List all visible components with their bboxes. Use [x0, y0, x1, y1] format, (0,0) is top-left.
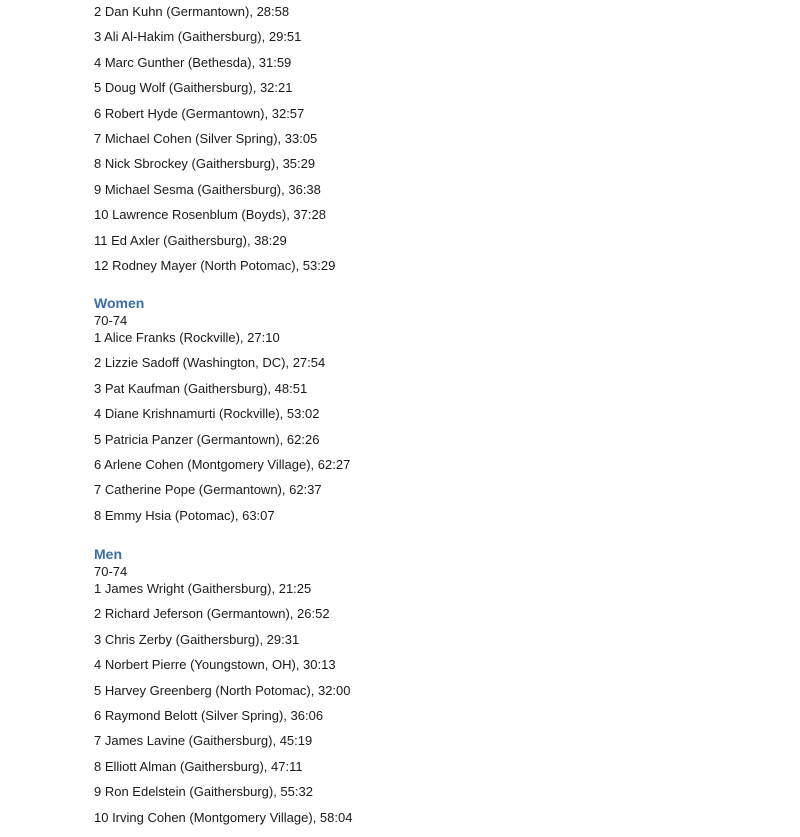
result-entry: 6 Raymond Belott (Silver Spring), 36:06: [94, 707, 324, 723]
result-entry: 2 Richard Jeferson (Germantown), 26:52: [94, 606, 330, 622]
result-entry: 10 Lawrence Rosenblum (Boyds), 37:28: [94, 207, 326, 223]
section-heading-women: Women: [94, 295, 145, 311]
result-entry: 1 Alice Franks (Rockville), 27:10: [94, 330, 280, 345]
result-entry: 6 Robert Hyde (Germantown), 32:57: [94, 105, 305, 121]
result-entry: 10 Irving Cohen (Montgomery Village), 58:04: [94, 809, 353, 825]
result-entry: 1 James Wright (Gaithersburg), 21:25: [94, 581, 312, 596]
result-entry: 9 Michael Sesma (Gaithersburg), 36:38: [94, 181, 321, 197]
age-group-label: 70-74: [94, 313, 128, 328]
previous-results-list: [94, 3, 744, 282]
result-entry: 7 James Lavine (Gaithersburg), 45:19: [94, 733, 313, 749]
result-entry: 3 Chris Zerby (Gaithersburg), 29:31: [94, 631, 300, 647]
section-heading-men: Men: [94, 546, 122, 562]
result-entry: 4 Diane Krishnamurti (Rockville), 53:02: [94, 406, 320, 422]
result-entry: 5 Doug Wolf (Gaithersburg), 32:21: [94, 80, 293, 96]
result-entry: 4 Marc Gunther (Bethesda), 31:59: [94, 54, 292, 70]
result-entry: 7 Michael Cohen (Silver Spring), 33:05: [94, 130, 318, 146]
result-entry: 5 Patricia Panzer (Germantown), 62:26: [94, 431, 320, 447]
result-entry: 9 Ron Edelstein (Gaithersburg), 55:32: [94, 784, 313, 800]
result-entry: 5 Harvey Greenberg (North Potomac), 32:00: [94, 682, 351, 698]
result-entry: 2 Lizzie Sadoff (Washington, DC), 27:54: [94, 355, 326, 371]
result-entry: 12 Rodney Mayer (North Potomac), 53:29: [94, 257, 336, 273]
result-entry: 4 Norbert Pierre (Youngstown, OH), 30:13: [94, 657, 336, 673]
result-entry: 3 Pat Kaufman (Gaithersburg), 48:51: [94, 380, 308, 396]
result-entry: 2 Dan Kuhn (Germantown), 28:58: [94, 4, 290, 19]
women-section: [94, 295, 744, 532]
result-entry: 8 Emmy Hsia (Potomac), 63:07: [94, 507, 275, 523]
result-entry: 7 Catherine Pope (Germantown), 62:37: [94, 482, 322, 498]
result-entry: 11 Ed Axler (Gaithersburg), 38:29: [94, 232, 287, 248]
result-entry: 8 Elliott Alman (Gaithersburg), 47:11: [94, 758, 303, 774]
result-entry: 8 Nick Sbrockey (Gaithersburg), 35:29: [94, 156, 316, 172]
result-entry: 3 Ali Al-Hakim (Gaithersburg), 29:51: [94, 29, 302, 45]
men-section: [94, 546, 744, 834]
result-entry: 6 Arlene Cohen (Montgomery Village), 62:27: [94, 456, 351, 472]
age-group-label: 70-74: [94, 564, 128, 579]
